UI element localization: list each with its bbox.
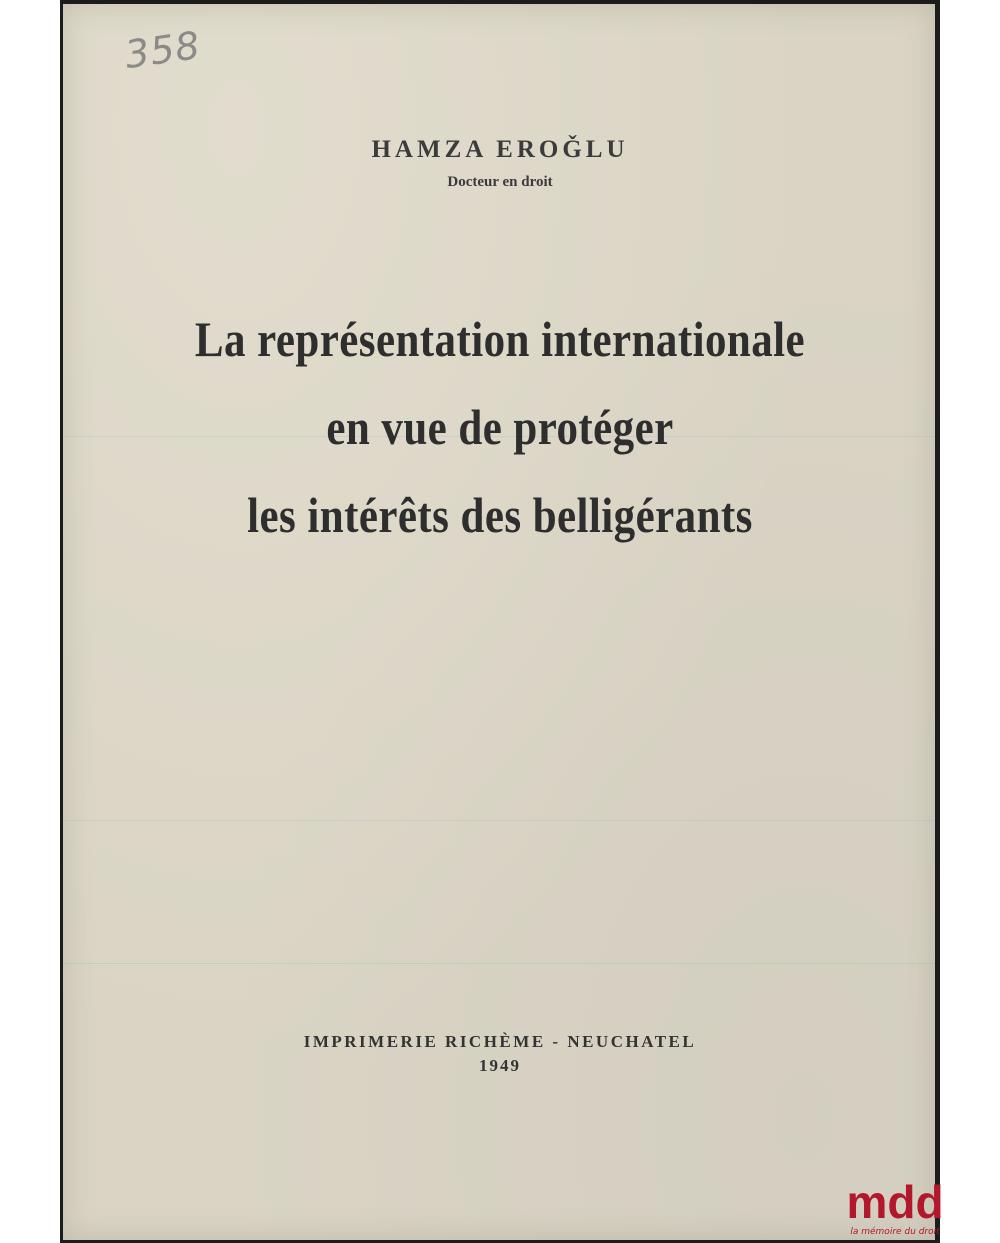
author-name: HAMZA EROǦLU	[371, 136, 629, 163]
publication-year: 1949	[479, 1056, 521, 1075]
publisher-imprint: IMPRIMERIE RICHÈME - NEUCHATEL	[303, 1032, 697, 1051]
title-line-3: les intérêts des belligérants	[247, 487, 753, 543]
scan-artifact-line	[63, 820, 935, 821]
book-title	[0, 295, 1000, 559]
title-line-2: en vue de protéger	[326, 399, 674, 455]
title-line-1: La représentation internationale	[194, 311, 806, 367]
logo-tagline: la mémoire du droit	[850, 1227, 940, 1237]
author-degree: Docteur en droit	[447, 174, 553, 190]
logo-brand: mdd	[846, 1176, 944, 1228]
pencil-inventory-note: 358	[122, 22, 204, 78]
scan-artifact-line	[63, 963, 935, 964]
mdd-logo	[840, 1172, 950, 1238]
